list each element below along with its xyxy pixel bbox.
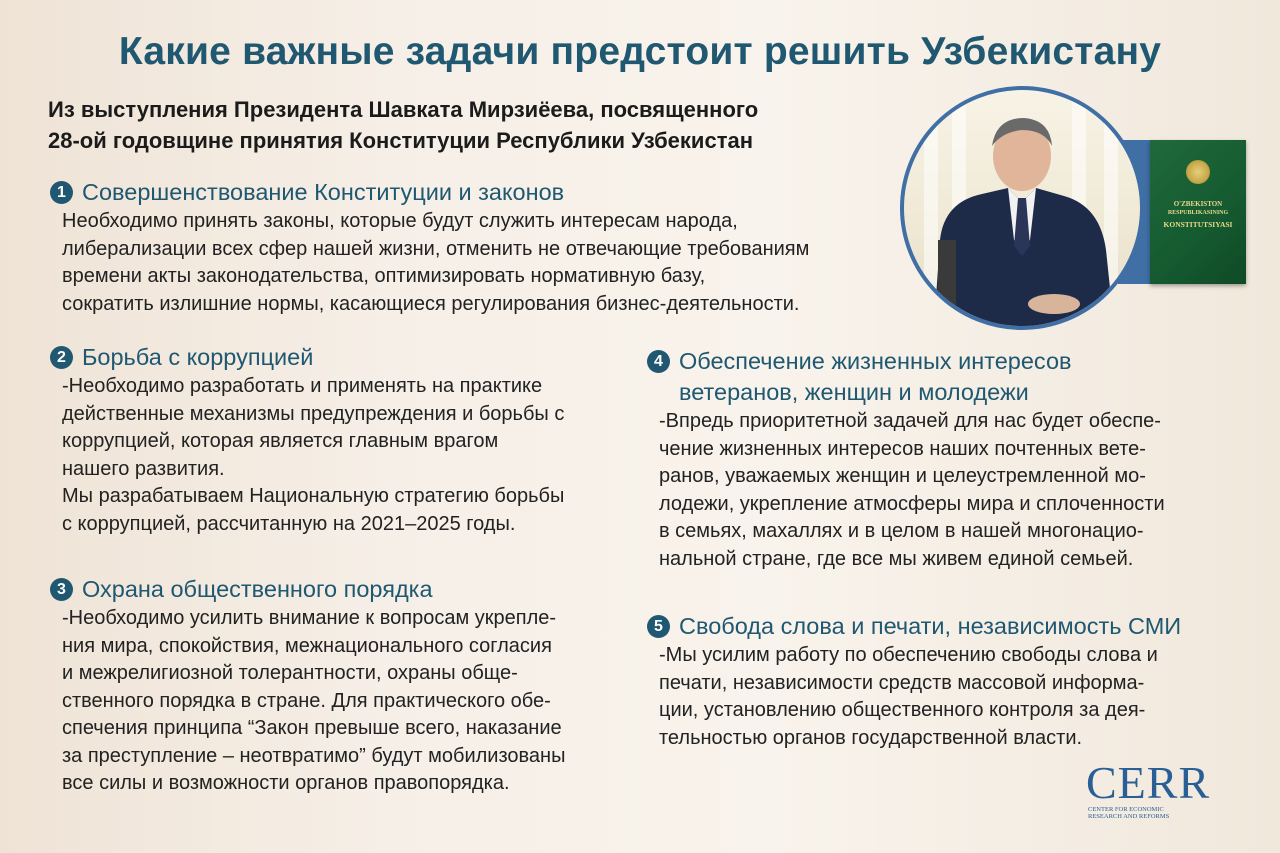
section-body: -Впредь приоритетной задачей для нас будет обеспе- чение жизненных интересов наших почтенных вете- ранов, уважаемых женщин и целеустремленной мо- лодежи, укрепление атмосферы мира и сплоченности в семьях, махаллях и в целом в нашей многонацио- нальной стране, где все мы живем единой семьей.: [659, 410, 1165, 570]
number-badge: 4: [647, 350, 670, 373]
cerr-logo-sub-2: RESEARCH AND REFORMS: [1088, 813, 1170, 820]
number-badge: 5: [647, 615, 670, 638]
number-badge: 2: [50, 346, 73, 369]
section-heading: Охрана общественного порядка: [82, 576, 433, 602]
page-title: Какие важные задачи предстоит решить Узбекистану: [118, 30, 1162, 73]
section-body: -Мы усилим работу по обеспечению свободы слова и печати, независимости средств массовой информа- ции, установлению общественного контроля за дея- тельностью органов государственной власти.: [659, 644, 1158, 749]
section-constitution-laws: [50, 177, 910, 318]
section-heading: Обеспечение жизненных интересов ветеранов, женщин и молодежи: [679, 348, 1072, 405]
president-photo: [900, 86, 1144, 330]
section-public-order: [50, 574, 650, 798]
section-heading: Борьба с коррупцией: [82, 344, 314, 370]
section-free-speech-media: [647, 611, 1247, 752]
section-anti-corruption: [50, 342, 650, 538]
subtitle-line-2: 28-ой годовщине принятия Конституции Республики Узбекистан: [48, 128, 753, 153]
subtitle-line-1: Из выступления Президента Шавката Мирзиёева, посвященного: [48, 97, 759, 122]
section-veterans-women-youth: [647, 346, 1247, 573]
subtitle: [48, 94, 898, 156]
cerr-logo-text: CERR: [1086, 757, 1211, 808]
section-heading: Совершенствование Конституции и законов: [82, 179, 565, 205]
person-silhouette-icon: [904, 90, 1140, 326]
section-heading: Свобода слова и печати, независимость СМИ: [679, 613, 1182, 639]
state-emblem-icon: [1186, 160, 1210, 184]
section-body: -Необходимо усилить внимание к вопросам укрепле- ния мира, спокойствия, межнационального согласия и межрелигиозной толерантности, охраны обще- ственного порядка в стране. Для практического обе- спечения принципа “Закон превыше всего, наказание за преступление – неотвратимо” будут мобилизованы все силы и возможности органов правопорядка.: [62, 607, 566, 794]
section-body: -Необходимо разработать и применять на практике действенные механизмы предупреждения и борьбы с коррупцией, которая является главным врагом нашего развития. Мы разрабатываем Национальную стратегию борьбы с коррупцией, рассчитанную на 2021–2025 годы.: [62, 375, 565, 535]
number-badge: 1: [50, 181, 73, 204]
book-title-line-2: RESPUBLIKASINING: [1167, 210, 1229, 216]
constitution-book-image: [1150, 140, 1246, 284]
cerr-logo-sub-1: CENTER FOR ECONOMIC: [1088, 806, 1164, 813]
number-badge: 3: [50, 578, 73, 601]
book-title-line-1: O'ZBEKISTON: [1173, 200, 1223, 208]
cerr-logo: [1086, 757, 1236, 820]
section-body: Необходимо принять законы, которые будут служить интересам народа, либерализации всех сфер нашей жизни, отменить не отвечающие требованиям времени акты законодательства, оптимизировать нормативную базу, сократить излишние нормы, касающиеся регулирования бизнес-деятельности.: [62, 210, 810, 315]
book-title-line-3: KONSTITUTSIYASI: [1163, 220, 1233, 229]
